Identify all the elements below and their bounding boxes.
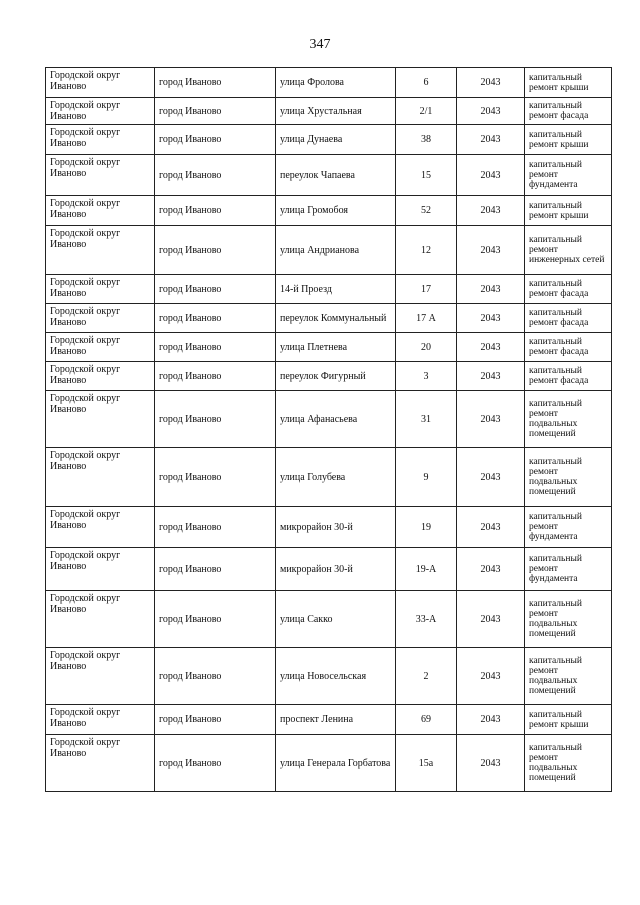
table-row [46, 68, 612, 98]
house-number-cell: 12 [396, 226, 457, 275]
table-row [46, 507, 612, 548]
house-number-cell: 31 [396, 391, 457, 448]
house-number-cell: 20 [396, 333, 457, 362]
district-cell: Городской округ Иваново [46, 155, 155, 196]
house-number-cell: 15а [396, 735, 457, 792]
house-number-cell: 17 А [396, 304, 457, 333]
district-cell: Городской округ Иваново [46, 125, 155, 155]
city-cell: город Иваново [155, 705, 276, 735]
district-cell: Городской округ Иваново [46, 648, 155, 705]
district-cell: Городской округ Иваново [46, 448, 155, 507]
year-cell: 2043 [457, 448, 525, 507]
work-type-cell: капитальный ремонт фасада [525, 362, 612, 391]
year-cell: 2043 [457, 735, 525, 792]
district-cell: Городской округ Иваново [46, 275, 155, 304]
street-cell: улица Новосельская [276, 648, 396, 705]
district-cell: Городской округ Иваново [46, 507, 155, 548]
house-number-cell: 52 [396, 196, 457, 226]
street-cell: проспект Ленина [276, 705, 396, 735]
table-row [46, 648, 612, 705]
district-cell: Городской округ Иваново [46, 705, 155, 735]
city-cell: город Иваново [155, 591, 276, 648]
year-cell: 2043 [457, 98, 525, 125]
table-row [46, 705, 612, 735]
street-cell: микрорайон 30-й [276, 548, 396, 591]
work-type-cell: капитальный ремонт фасада [525, 304, 612, 333]
work-type-cell: капитальный ремонт фасада [525, 333, 612, 362]
work-type-cell: капитальный ремонт фасада [525, 275, 612, 304]
year-cell: 2043 [457, 391, 525, 448]
city-cell: город Иваново [155, 333, 276, 362]
street-cell: улица Голубева [276, 448, 396, 507]
table-row [46, 155, 612, 196]
street-cell: переулок Фигурный [276, 362, 396, 391]
table-row [46, 304, 612, 333]
work-type-cell: капитальный ремонт крыши [525, 68, 612, 98]
house-number-cell: 15 [396, 155, 457, 196]
year-cell: 2043 [457, 362, 525, 391]
district-cell: Городской округ Иваново [46, 333, 155, 362]
house-number-cell: 9 [396, 448, 457, 507]
table-row [46, 275, 612, 304]
table-row [46, 226, 612, 275]
table-row [46, 591, 612, 648]
house-number-cell: 19-А [396, 548, 457, 591]
street-cell: 14-й Проезд [276, 275, 396, 304]
city-cell: город Иваново [155, 507, 276, 548]
house-number-cell: 2 [396, 648, 457, 705]
table-row [46, 333, 612, 362]
street-cell: улица Фролова [276, 68, 396, 98]
house-number-cell: 3 [396, 362, 457, 391]
year-cell: 2043 [457, 125, 525, 155]
city-cell: город Иваново [155, 68, 276, 98]
table-row [46, 125, 612, 155]
table-row [46, 448, 612, 507]
work-type-cell: капитальный ремонт крыши [525, 125, 612, 155]
year-cell: 2043 [457, 648, 525, 705]
district-cell: Городской округ Иваново [46, 735, 155, 792]
city-cell: город Иваново [155, 226, 276, 275]
work-type-cell: капитальный ремонт крыши [525, 196, 612, 226]
district-cell: Городской округ Иваново [46, 226, 155, 275]
table-row [46, 735, 612, 792]
work-type-cell: капитальный ремонт подвальных помещений [525, 391, 612, 448]
year-cell: 2043 [457, 275, 525, 304]
district-cell: Городской округ Иваново [46, 362, 155, 391]
city-cell: город Иваново [155, 448, 276, 507]
street-cell: улица Хрустальная [276, 98, 396, 125]
year-cell: 2043 [457, 68, 525, 98]
city-cell: город Иваново [155, 391, 276, 448]
table-row [46, 98, 612, 125]
house-number-cell: 38 [396, 125, 457, 155]
work-type-cell: капитальный ремонт крыши [525, 705, 612, 735]
city-cell: город Иваново [155, 275, 276, 304]
city-cell: город Иваново [155, 125, 276, 155]
city-cell: город Иваново [155, 98, 276, 125]
year-cell: 2043 [457, 333, 525, 362]
street-cell: переулок Чапаева [276, 155, 396, 196]
year-cell: 2043 [457, 226, 525, 275]
house-number-cell: 69 [396, 705, 457, 735]
city-cell: город Иваново [155, 196, 276, 226]
year-cell: 2043 [457, 548, 525, 591]
work-type-cell: капитальный ремонт фасада [525, 98, 612, 125]
year-cell: 2043 [457, 507, 525, 548]
city-cell: город Иваново [155, 155, 276, 196]
street-cell: улица Андрианова [276, 226, 396, 275]
district-cell: Городской округ Иваново [46, 68, 155, 98]
year-cell: 2043 [457, 705, 525, 735]
house-number-cell: 2/1 [396, 98, 457, 125]
city-cell: город Иваново [155, 304, 276, 333]
street-cell: улица Афанасьева [276, 391, 396, 448]
city-cell: город Иваново [155, 648, 276, 705]
house-number-cell: 19 [396, 507, 457, 548]
work-type-cell: капитальный ремонт подвальных помещений [525, 448, 612, 507]
city-cell: город Иваново [155, 362, 276, 391]
street-cell: улица Громобоя [276, 196, 396, 226]
house-number-cell: 6 [396, 68, 457, 98]
year-cell: 2043 [457, 304, 525, 333]
district-cell: Городской округ Иваново [46, 304, 155, 333]
work-type-cell: капитальный ремонт подвальных помещений [525, 591, 612, 648]
table-row [46, 391, 612, 448]
page-number: 347 [309, 37, 331, 52]
year-cell: 2043 [457, 196, 525, 226]
year-cell: 2043 [457, 155, 525, 196]
house-number-cell: 17 [396, 275, 457, 304]
district-cell: Городской округ Иваново [46, 548, 155, 591]
work-type-cell: капитальный ремонт подвальных помещений [525, 648, 612, 705]
street-cell: улица Генерала Горбатова [276, 735, 396, 792]
street-cell: улица Сакко [276, 591, 396, 648]
district-cell: Городской округ Иваново [46, 98, 155, 125]
street-cell: улица Дунаева [276, 125, 396, 155]
city-cell: город Иваново [155, 735, 276, 792]
table-row [46, 362, 612, 391]
street-cell: улица Плетнева [276, 333, 396, 362]
table-row [46, 548, 612, 591]
year-cell: 2043 [457, 591, 525, 648]
work-type-cell: капитальный ремонт инженерных сетей [525, 226, 612, 275]
house-number-cell: 33-А [396, 591, 457, 648]
repair-schedule-table [45, 67, 612, 792]
work-type-cell: капитальный ремонт подвальных помещений [525, 735, 612, 792]
work-type-cell: капитальный ремонт фундамента [525, 548, 612, 591]
district-cell: Городской округ Иваново [46, 591, 155, 648]
city-cell: город Иваново [155, 548, 276, 591]
street-cell: микрорайон 30-й [276, 507, 396, 548]
district-cell: Городской округ Иваново [46, 196, 155, 226]
work-type-cell: капитальный ремонт фундамента [525, 507, 612, 548]
district-cell: Городской округ Иваново [46, 391, 155, 448]
table-row [46, 196, 612, 226]
table-body [46, 68, 612, 792]
street-cell: переулок Коммунальный [276, 304, 396, 333]
work-type-cell: капитальный ремонт фундамента [525, 155, 612, 196]
